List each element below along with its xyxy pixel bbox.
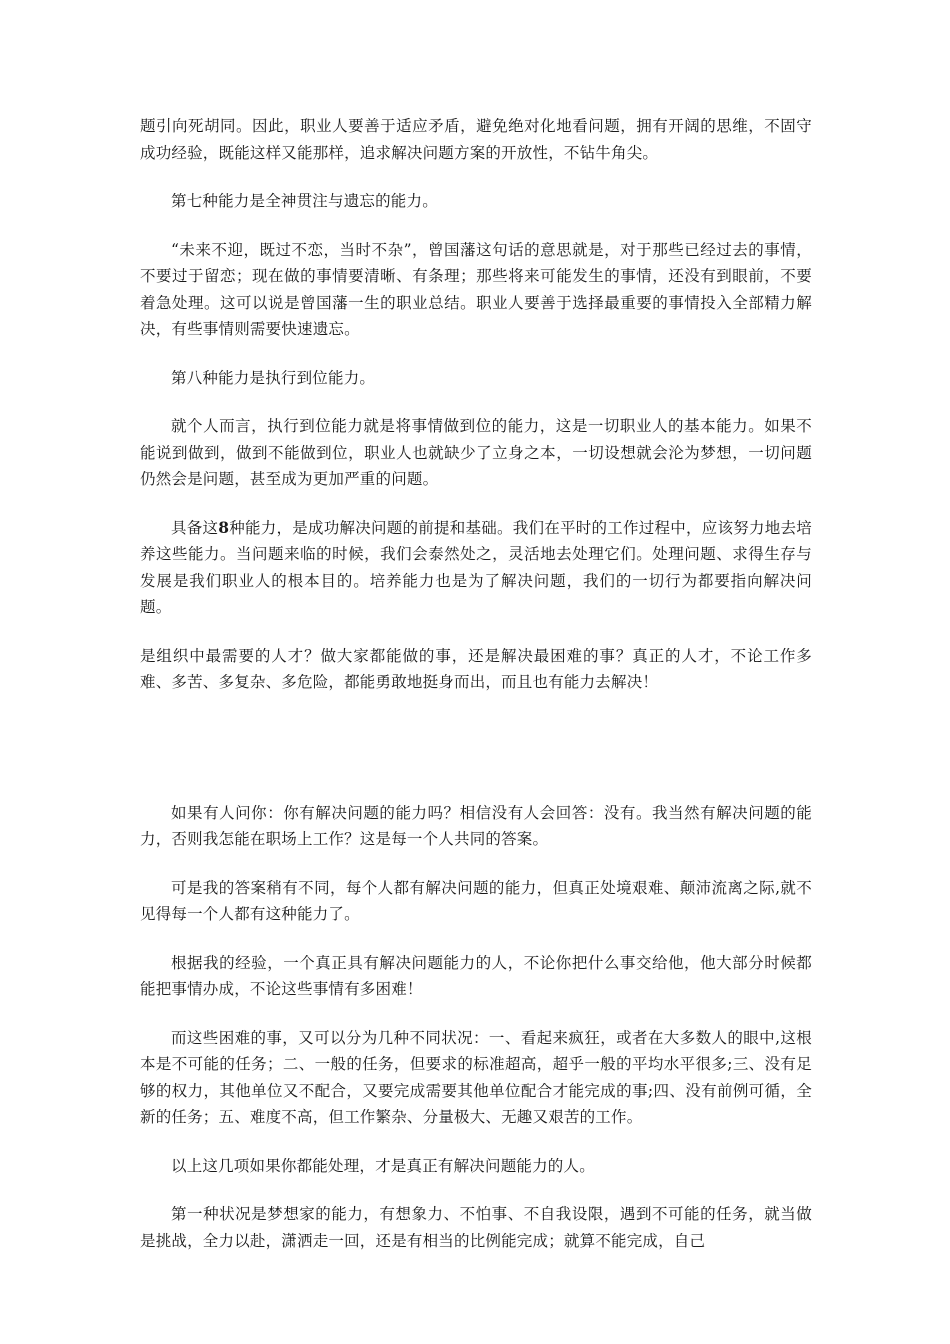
paragraph-10: 根据我的经验，一个真正具有解决问题能力的人，不论你把什么事交给他，他大部分时候都能把事情办成，不论这些事情有多困难！ (140, 953, 812, 998)
paragraph-1: 题引向死胡同。因此，职业人要善于适应矛盾，避免绝对化地看问题，拥有开阔的思维，不固守成功经验，既能这样又能那样，追求解决问题方案的开放性，不钻牛角尖。 (140, 117, 812, 162)
paragraph-9: 可是我的答案稍有不同，每个人都有解决问题的能力，但真正处境艰难、颠沛流离之际,就不见得每一个人都有这种能力了。 (140, 878, 812, 923)
paragraph-4: 第八种能力是执行到位能力。 (171, 368, 376, 387)
paragraph-6-start: 具备这 (171, 518, 219, 537)
paragraph-5: 就个人而言，执行到位能力就是将事情做到位的能力，这是一切职业人的基本能力。如果不能说到做到，做到不能做到位，职业人也就缺少了立身之本，一切设想就会沦为梦想，一切问题仍然会是问题，甚至成为更加严重的问题。 (140, 417, 812, 488)
paragraph-3: “未来不迎，既过不恋，当时不杂”，曾国藩这句话的意思就是，对于那些已经过去的事情，不要过于留恋；现在做的事情要清晰、有条理；那些将来可能发生的事情，还没有到眼前，不要着急处理。这可以说是曾国藩一生的职业总结。职业人要善于选择最重要的事情投入全部精力解决，有些事情则需要快速遗忘。 (140, 240, 812, 338)
paragraph-2: 第七种能力是全神贯注与遗忘的能力。 (171, 192, 438, 210)
paragraph-6-number: 8 (218, 517, 230, 537)
paragraph-8: 如果有人问你：你有解决问题的能力吗？相信没有人会回答：没有。我当然有解决问题的能力，否则我怎能在职场上工作？这是每一个人共同的答案。 (140, 803, 812, 848)
paragraph-6-rest: 种能力，是成功解决问题的前提和基础。我们在平时的工作过程中，应该努力地去培养这些能力。当问题来临的时候，我们会泰然处之，灵活地去处理它们。处理问题、求得生存与发展是我们职业人的根本目的。培养能力也是为了解决问题，我们的一切行为都要指向解决问题。 (140, 518, 812, 616)
document-page (140, 113, 812, 1254)
paragraph-12: 以上这几项如果你都能处理，才是真正有解决问题能力的人。 (171, 1156, 595, 1175)
paragraph-7: 是组织中最需要的人才？做大家都能做的事，还是解决最困难的事？真正的人才，不论工作多难、多苦、多复杂、多危险，都能勇敢地挺身而出，而且也有能力去解决！ (140, 646, 812, 691)
paragraph-13: 第一种状况是梦想家的能力，有想象力、不怕事、不自我设限，遇到不可能的任务，就当做是挑战，全力以赴，潇洒走一回，还是有相当的比例能完成；就算不能完成，自己 (140, 1205, 812, 1250)
paragraph-6 (140, 515, 812, 621)
paragraph-11: 而这些困难的事，又可以分为几种不同状况：一、看起来疯狂，或者在大多数人的眼中,这根本是不可能的任务；二、一般的任务，但要求的标准超高，超乎一般的平均水平很多;三、没有足够的权力，其他单位又不配合，又要完成需要其他单位配合才能完成的事;四、没有前例可循，全新的任务；五、难度不高，但工作繁杂、分量极大、无趣又艰苦的工作。 (140, 1028, 812, 1126)
